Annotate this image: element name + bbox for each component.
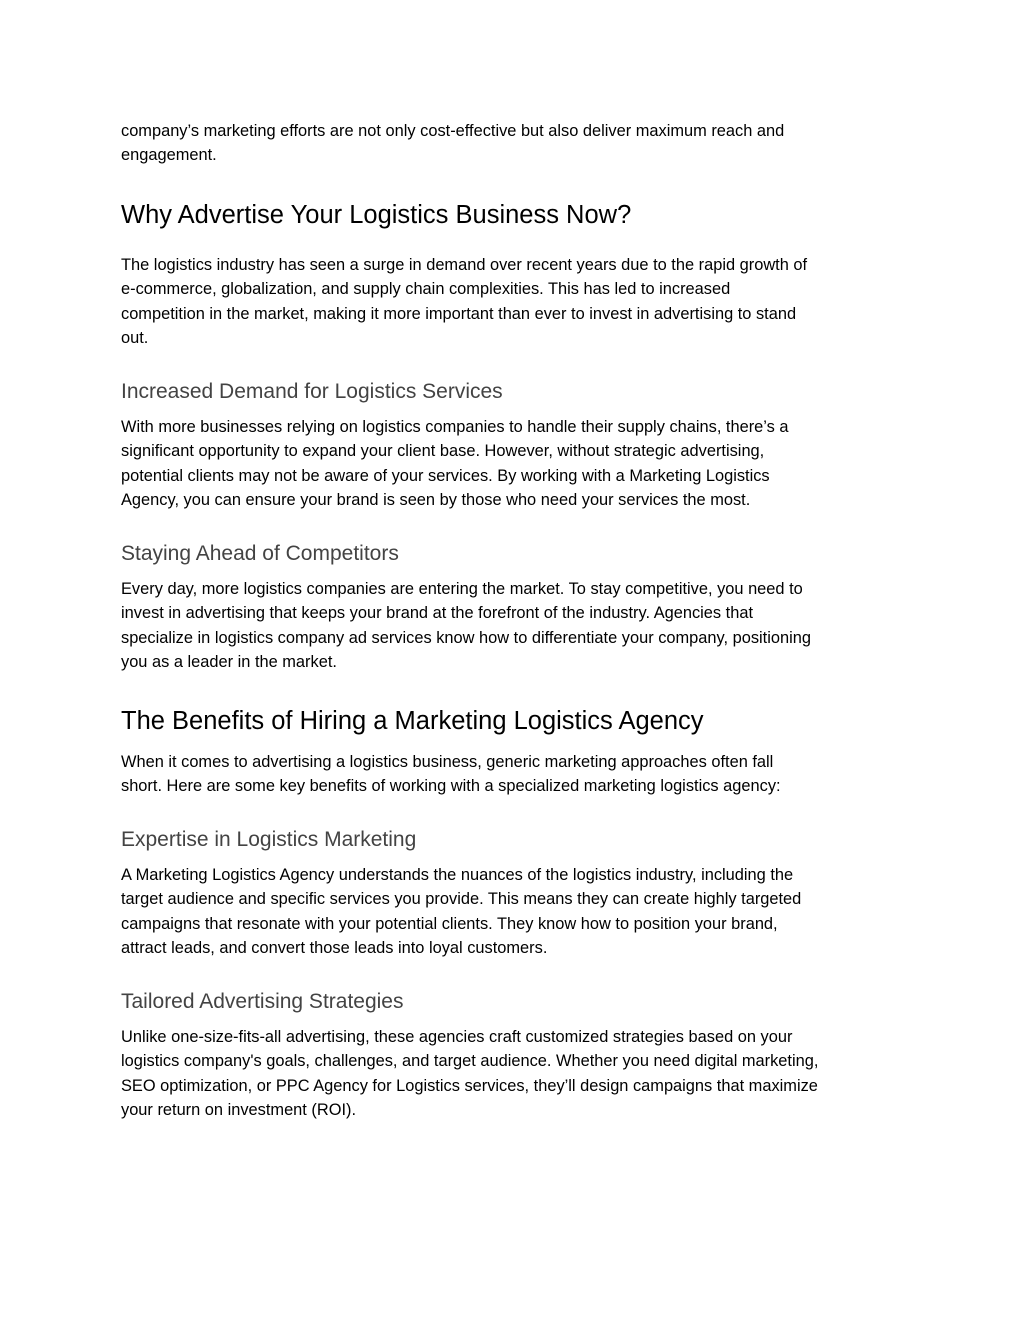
body-tailored-strategies: Unlike one-size-fits-all advertising, these agencies craft customized strategies based on your logistics company's goals, challenges, and target audience. Whether you need digital marketing, SEO optimization, or PPC Agency for Logistics services, they’ll design campaigns that maximize your return on investment (ROI). xyxy=(121,1028,819,1119)
body-expertise: A Marketing Logistics Agency understands the nuances of the logistics industry, including the target audience and specific services you provide. This means they can create highly targeted campaigns that resonate with your potential clients. They know how to position your brand, attract leads, and convert those leads into loyal customers. xyxy=(121,866,802,957)
subheading-increased-demand: Increased Demand for Logistics Services xyxy=(121,380,503,403)
body-increased-demand: With more businesses relying on logistics companies to handle their supply chains, there’s a significant opportunity to expand your client base. However, without strategic advertising, potential clients may not be aware of your services. By working with a Marketing Logistics Agency, you can ensure your brand is seen by those who need your services the most. xyxy=(121,418,789,509)
subheading-staying-ahead: Staying Ahead of Competitors xyxy=(121,542,399,565)
subheading-expertise: Expertise in Logistics Marketing xyxy=(121,828,417,851)
section-heading-benefits: The Benefits of Hiring a Marketing Logistics Agency xyxy=(121,707,704,735)
intro-continuation-paragraph: company’s marketing efforts are not only cost-effective but also deliver maximum reach and engagement. xyxy=(121,122,785,165)
section-body-why-advertise: The logistics industry has seen a surge in demand over recent years due to the rapid growth of e-commerce, globalization, and supply chain complexities. This has led to increased competition in the market, making it more important than ever to invest in advertising to stand out. xyxy=(121,256,808,347)
body-staying-ahead: Every day, more logistics companies are entering the market. To stay competitive, you need to invest in advertising that keeps your brand at the forefront of the industry. Agencies that specialize in logistics company ad services know how to differentiate your company, positioning you as a leader in the market. xyxy=(121,580,811,671)
subheading-tailored-strategies: Tailored Advertising Strategies xyxy=(121,990,404,1013)
section-body-benefits: When it comes to advertising a logistics business, generic marketing approaches often fall short. Here are some key benefits of working with a specialized marketing logistics agency: xyxy=(121,753,781,796)
section-heading-why-advertise: Why Advertise Your Logistics Business Now? xyxy=(121,201,632,229)
